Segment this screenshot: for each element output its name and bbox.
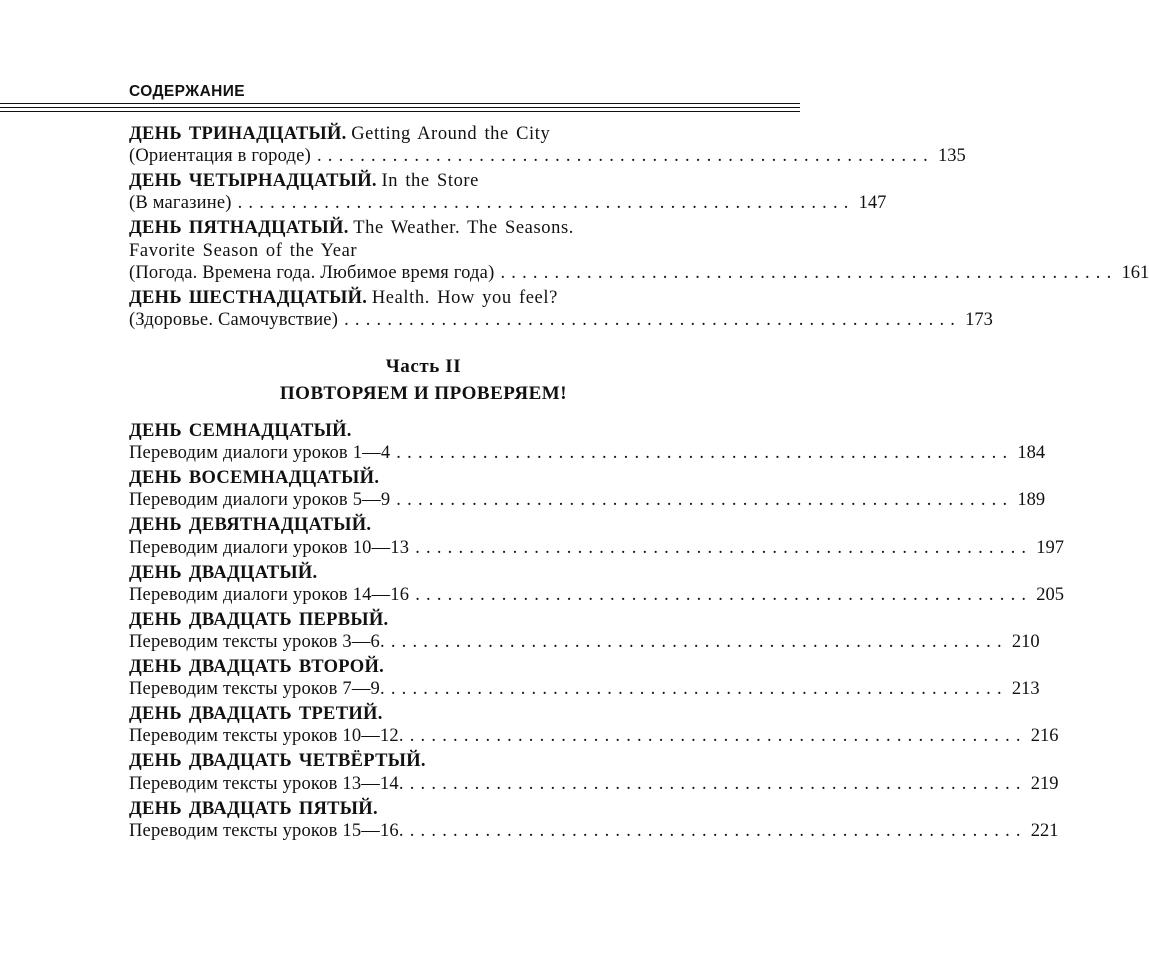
toc-entry-day-23[interactable] — [129, 703, 1059, 748]
part-label: Часть II — [385, 356, 462, 377]
toc-section-part-2 — [129, 420, 1064, 845]
entry-english-title: The Weather. The Seasons. — [353, 218, 574, 239]
dot-leader: ......................................................... — [396, 490, 1014, 511]
toc-entry-day-14[interactable] — [129, 170, 887, 215]
toc-entry-day-13[interactable] — [129, 123, 966, 168]
entry-english-title: Health. How you feel? — [371, 287, 558, 308]
dot-leader: ......................................................... — [396, 443, 1014, 464]
toc-entry-day-22[interactable] — [129, 656, 1040, 701]
entry-page-number: 219 — [1030, 773, 1059, 794]
entry-english-title-continued: Favorite Season of the Year — [129, 240, 358, 261]
entry-title: ДЕНЬ ДВАДЦАТЬ ЧЕТВЁРТЫЙ. — [129, 751, 426, 772]
entry-subtitle: Переводим диалоги уроков 1—4 — [129, 443, 391, 464]
toc-section-days-13-16 — [129, 123, 1149, 334]
header-rule — [0, 103, 800, 104]
dot-leader: ......................................................... — [237, 193, 855, 214]
entry-title: ДЕНЬ ЧЕТЫРНАДЦАТЫЙ. — [129, 171, 377, 192]
entry-title: ДЕНЬ ДВАДЦАТЬ ПЕРВЫЙ. — [129, 609, 389, 630]
entry-russian-title: (Здоровье. Самочувствие) — [129, 310, 339, 331]
entry-page-number: 205 — [1036, 584, 1064, 605]
entry-page-number: 210 — [1011, 632, 1040, 653]
entry-subtitle: Переводим диалоги уроков 14—16 — [129, 584, 410, 605]
entry-english-title: In the Store — [381, 171, 479, 192]
entry-page-number: 135 — [937, 146, 966, 167]
entry-title: ДЕНЬ ДВАДЦАТЬ ПЯТЫЙ. — [129, 798, 378, 819]
dot-leader: ......................................................... — [415, 584, 1033, 605]
entry-title: ДЕНЬ ТРИНАДЦАТЫЙ. — [129, 124, 347, 144]
dot-leader: ......................................................... — [390, 632, 1008, 653]
entry-subtitle: Переводим тексты уроков 10—12. — [129, 726, 404, 747]
toc-entry-day-24[interactable] — [129, 750, 1059, 795]
entry-page-number: 216 — [1030, 726, 1059, 747]
dot-leader: ......................................................... — [316, 146, 934, 167]
entry-russian-title: (Ориентация в городе) — [129, 146, 311, 167]
entry-subtitle: Переводим тексты уроков 7—9. — [129, 679, 385, 700]
dot-leader: ......................................................... — [390, 679, 1008, 700]
entry-title: ДЕНЬ ДВАДЦАТЬ ТРЕТИЙ. — [129, 704, 383, 725]
toc-entry-day-20[interactable] — [129, 562, 1064, 607]
toc-entry-day-15[interactable] — [129, 217, 1149, 284]
entry-subtitle: Переводим диалоги уроков 5—9 — [129, 490, 391, 511]
entry-subtitle: Переводим тексты уроков 15—16. — [129, 820, 404, 841]
toc-entry-day-16[interactable] — [129, 287, 993, 332]
dot-leader: ......................................................... — [415, 537, 1033, 558]
entry-page-number: 221 — [1030, 820, 1059, 841]
entry-page-number: 213 — [1011, 679, 1040, 700]
entry-russian-title: (В магазине) — [129, 193, 232, 214]
dot-leader: ......................................................... — [409, 820, 1027, 841]
entry-title: ДЕНЬ ВОСЕМНАДЦАТЫЙ. — [129, 468, 380, 489]
header-rule — [0, 107, 800, 108]
toc-entry-day-18[interactable] — [129, 467, 1046, 512]
entry-title: ДЕНЬ ДВАДЦАТЫЙ. — [129, 562, 318, 583]
toc-entry-day-19[interactable] — [129, 514, 1064, 559]
entry-english-title: Getting Around the City — [351, 124, 551, 144]
entry-title: ДЕНЬ ДВАДЦАТЬ ВТОРОЙ. — [129, 656, 385, 677]
dot-leader: ......................................................... — [500, 262, 1118, 283]
entry-subtitle: Переводим тексты уроков 3—6. — [129, 632, 385, 653]
toc-entry-day-17[interactable] — [129, 420, 1046, 465]
entry-title: ДЕНЬ ШЕСТНАДЦАТЫЙ. — [129, 287, 368, 308]
part-title: ПОВТОРЯЕМ И ПРОВЕРЯЕМ! — [279, 383, 568, 404]
entry-russian-title: (Погода. Времена года. Любимое время года) — [129, 262, 495, 283]
header-rule — [0, 111, 800, 112]
entry-page-number: 173 — [965, 310, 993, 331]
entry-title: ДЕНЬ ПЯТНАДЦАТЫЙ. — [129, 218, 349, 239]
running-head: СОДЕРЖАНИЕ — [129, 83, 246, 100]
entry-page-number: 189 — [1017, 490, 1046, 511]
toc-entry-day-25[interactable] — [129, 798, 1059, 843]
entry-title: ДЕНЬ ДЕВЯТНАДЦАТЫЙ. — [129, 515, 372, 536]
toc-entry-day-21[interactable] — [129, 609, 1040, 654]
entry-page-number: 184 — [1017, 443, 1046, 464]
header-rules — [0, 103, 800, 115]
entry-page-number: 147 — [858, 193, 887, 214]
entry-title: ДЕНЬ СЕМНАДЦАТЫЙ. — [129, 421, 352, 441]
dot-leader: ......................................................... — [409, 726, 1027, 747]
dot-leader: ......................................................... — [344, 310, 962, 331]
entry-subtitle: Переводим диалоги уроков 10—13 — [129, 537, 410, 558]
entry-page-number: 161 — [1121, 262, 1149, 283]
dot-leader: ......................................................... — [409, 773, 1027, 794]
entry-page-number: 197 — [1036, 537, 1064, 558]
entry-subtitle: Переводим тексты уроков 13—14. — [129, 773, 404, 794]
